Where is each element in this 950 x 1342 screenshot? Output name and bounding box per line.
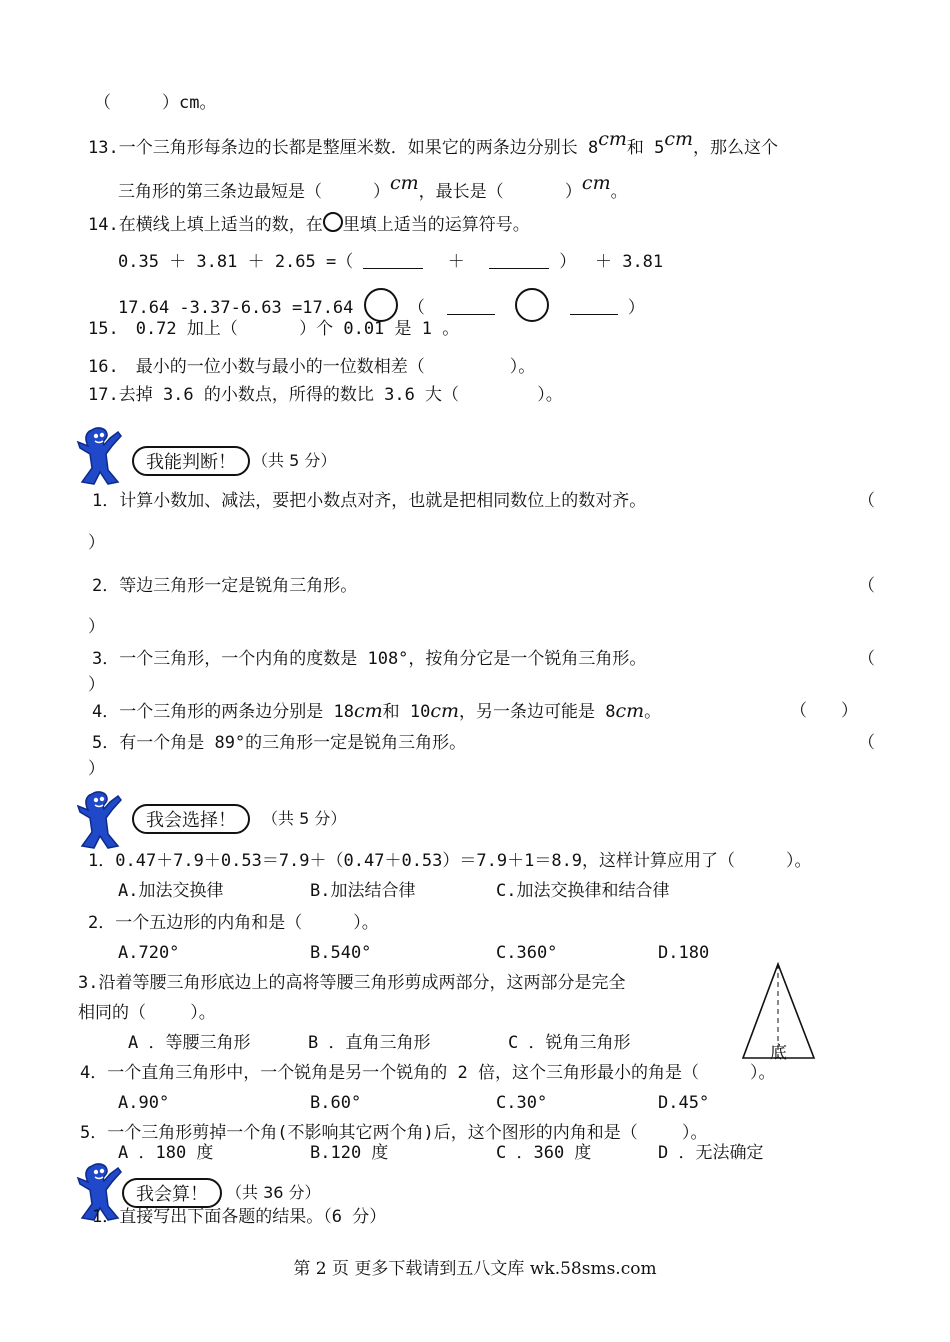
- circle-icon: [323, 212, 343, 232]
- judge-3-paren-open[interactable]: （: [858, 649, 875, 669]
- choice-5-option-d[interactable]: D ．无法确定: [658, 1143, 764, 1163]
- question-16: 16. 最小的一位小数与最小的一位数相差（ ）。: [88, 357, 536, 377]
- question-17: 17.去掉 3.6 的小数点，所得的数比 3.6 大（ ）。: [88, 385, 563, 405]
- choice-3-line-2: 相同的（ ）。: [78, 1003, 216, 1023]
- judge-2-paren-open[interactable]: （: [858, 576, 875, 596]
- question-13-line-1: [88, 128, 779, 159]
- section-score-choose: （共 5 分）: [262, 809, 347, 828]
- judge-3-paren-close: ）: [88, 675, 105, 695]
- answer-blank[interactable]: [570, 296, 618, 315]
- q14-text-a: 14.在横线上填上适当的数，在: [88, 215, 323, 235]
- q13-text-b: 和 5: [626, 138, 665, 158]
- answer-blank[interactable]: [489, 250, 549, 269]
- cm-unit: cm: [390, 172, 419, 194]
- section-score-judge: （共 5 分）: [252, 451, 337, 470]
- section-score-calc: （共 36 分）: [226, 1183, 321, 1202]
- j4-text-a: 4．一个三角形的两条边分别是 18: [92, 702, 354, 722]
- cm-unit: cm: [664, 128, 694, 150]
- choice-3-option-c[interactable]: C ．锐角三角形: [508, 1033, 631, 1053]
- q13-text-e: ，最长是（ ）: [418, 182, 582, 202]
- judge-4: [92, 700, 661, 723]
- judge-5: 5．有一个角是 89°的三角形一定是锐角三角形。: [92, 733, 467, 753]
- choice-5-option-a[interactable]: A ．180 度: [118, 1143, 214, 1163]
- question-14: [88, 212, 530, 236]
- choice-2-option-d[interactable]: D.180: [658, 943, 710, 963]
- judge-1-paren-open[interactable]: （: [858, 491, 875, 511]
- line-top: （ ）cm。: [94, 93, 217, 113]
- section-title-judge: 我能判断！: [132, 446, 250, 476]
- mascot-icon: [74, 426, 126, 486]
- operator-circle[interactable]: [515, 288, 549, 322]
- choice-5: 5．一个三角形剪掉一个角(不影响其它两个角)后，这个图形的内角和是（ ）。: [80, 1123, 708, 1143]
- cm-unit: cm: [430, 700, 460, 722]
- choice-3-option-b[interactable]: B ．直角三角形: [308, 1033, 431, 1053]
- q14-e1-text-b: ） ＋ 3.81: [559, 252, 664, 272]
- cm-unit: cm: [615, 700, 645, 722]
- section-title-choose: 我会选择！: [132, 804, 250, 834]
- judge-5-paren-close: ）: [88, 759, 105, 779]
- choice-3-line-1: 3.沿着等腰三角形底边上的高将等腰三角形剪成两部分，这两部分是完全: [78, 973, 626, 993]
- triangle-base-label: 底: [770, 1043, 787, 1063]
- q14-e2-open: （: [407, 298, 425, 318]
- q14-e2-close: ）: [627, 298, 645, 318]
- j4-text-c: ，另一条边可能是 8: [459, 702, 616, 722]
- choice-1-option-b[interactable]: B.加法结合律: [310, 881, 416, 901]
- q14-text-b: 里填上适当的运算符号。: [342, 215, 530, 235]
- choice-1-option-c[interactable]: C.加法交换律和结合律: [496, 881, 670, 901]
- q13-text-d: 三角形的第三条边最短是（ ）: [118, 182, 390, 202]
- choice-5-option-b[interactable]: B.120 度: [310, 1143, 389, 1163]
- question-13-line-2: [118, 172, 628, 203]
- choice-2-option-a[interactable]: A.720°: [118, 943, 180, 963]
- q13-text-c: ，那么这个: [693, 138, 779, 158]
- choice-2: 2．一个五边形的内角和是（ ）。: [88, 913, 379, 933]
- question-15: 15. 0.72 加上（ ）个 0.01 是 1 。: [88, 319, 460, 339]
- choice-2-option-b[interactable]: B.540°: [310, 943, 372, 963]
- choice-4-option-b[interactable]: B.60°: [310, 1093, 362, 1113]
- calc-1: 1．直接写出下面各题的结果。（6 分）: [92, 1207, 387, 1227]
- choice-5-option-c[interactable]: C ．360 度: [496, 1143, 592, 1163]
- choice-2-option-c[interactable]: C.360°: [496, 943, 558, 963]
- judge-3: 3．一个三角形，一个内角的度数是 108°，按角分它是一个锐角三角形。: [92, 649, 647, 669]
- mascot-icon: [74, 790, 126, 850]
- question-14-expression-1: [118, 250, 663, 273]
- q13-text-f: 。: [610, 182, 628, 202]
- choice-1-option-a[interactable]: A.加法交换律: [118, 881, 224, 901]
- cm-unit: cm: [581, 172, 611, 194]
- choice-4-option-c[interactable]: C.30°: [496, 1093, 548, 1113]
- choice-4: 4．一个直角三角形中，一个锐角是另一个锐角的 2 倍，这个三角形最小的角是（ ）。: [80, 1063, 776, 1083]
- judge-2: 2．等边三角形一定是锐角三角形。: [92, 576, 358, 596]
- judge-1: 1．计算小数加、减法，要把小数点对齐，也就是把相同数位上的数对齐。: [92, 491, 647, 511]
- q14-e2-text-a: 17.64 -3.37-6.63 =17.64: [118, 298, 354, 318]
- section-title-calc: 我会算！: [122, 1178, 222, 1208]
- q14-e1-plus: ＋: [447, 252, 465, 272]
- j4-text-b: 和 10: [382, 702, 431, 722]
- q14-e1-text-a: 0.35 ＋ 3.81 ＋ 2.65 =（: [118, 252, 354, 272]
- choice-1: 1．0.47＋7.9＋0.53＝7.9＋（0.47＋0.53）＝7.9＋1＝8.9，这样计算应用了（ ）。: [88, 851, 812, 871]
- choice-4-option-d[interactable]: D.45°: [658, 1093, 710, 1113]
- cm-unit: cm: [353, 700, 383, 722]
- answer-blank[interactable]: [447, 296, 495, 315]
- judge-1-paren-close: ）: [88, 533, 105, 553]
- j4-text-d: 。: [644, 702, 662, 722]
- cm-unit: cm: [598, 128, 627, 150]
- answer-blank[interactable]: [363, 250, 423, 269]
- judge-2-paren-close: ）: [88, 617, 105, 637]
- q13-text-a: 13.一个三角形每条边的长都是整厘米数．如果它的两条边分别长 8: [88, 138, 599, 158]
- question-14-expression-2: [118, 288, 645, 322]
- choice-3-option-a[interactable]: A ．等腰三角形: [128, 1033, 251, 1053]
- page-footer: 第 2 页 更多下载请到五八文库 wk.58sms.com: [293, 1259, 657, 1279]
- judge-5-paren-open[interactable]: （: [858, 733, 875, 753]
- choice-4-option-a[interactable]: A.90°: [118, 1093, 170, 1113]
- judge-4-paren[interactable]: （ ）: [790, 701, 858, 721]
- operator-circle[interactable]: [364, 288, 398, 322]
